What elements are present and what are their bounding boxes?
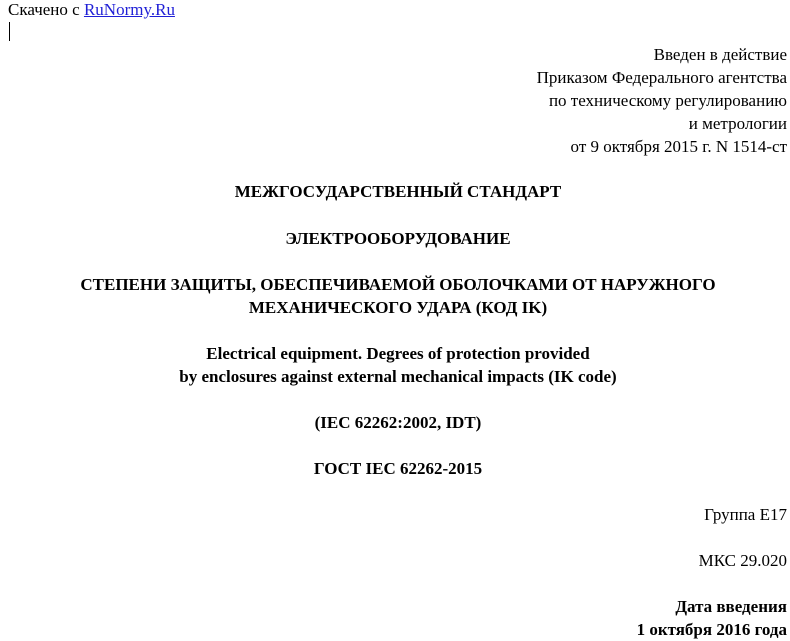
download-source-line: [8, 0, 175, 21]
english-title-line: by enclosures against external mechanical impacts (IK code): [179, 367, 617, 386]
download-source-prefix: Скачено с: [8, 0, 80, 19]
mks-code: МКС 29.020: [698, 551, 787, 570]
introduced-line: по техническому регулированию: [548, 91, 787, 110]
introduced-block: [537, 43, 787, 158]
effective-date-label: Дата введения: [675, 597, 787, 616]
text-cursor: [9, 22, 10, 41]
russian-title-line: МЕХАНИЧЕСКОГО УДАРА (КОД IK): [248, 298, 548, 317]
runormy-link[interactable]: RuNormy.Ru: [83, 0, 175, 19]
effective-date-block: [637, 595, 787, 641]
russian-title-line: СТЕПЕНИ ЗАЩИТЫ, ОБЕСПЕЧИВАЕМОЙ ОБОЛОЧКАМИ ОТ НАРУЖНОГО: [80, 275, 716, 294]
english-title: [0, 342, 790, 388]
english-title-line: Electrical equipment. Degrees of protection provided: [206, 344, 590, 363]
gost-number: ГОСТ IEC 62262-2015: [313, 459, 483, 478]
introduced-line: от 9 октября 2015 г. N 1514-ст: [570, 137, 787, 156]
subject-heading: ЭЛЕКТРООБОРУДОВАНИЕ: [285, 229, 511, 248]
introduced-line: Приказом Федерального агентства: [536, 68, 787, 87]
effective-date-value: 1 октября 2016 года: [636, 620, 787, 639]
standard-type-heading: МЕЖГОСУДАРСТВЕННЫЙ СТАНДАРТ: [234, 182, 562, 201]
iec-reference: (IEC 62262:2002, IDT): [314, 413, 482, 432]
introduced-line: и метрологии: [688, 114, 787, 133]
russian-title: [0, 273, 790, 319]
group-code: Группа Е17: [704, 505, 787, 524]
introduced-line: Введен в действие: [653, 45, 787, 64]
